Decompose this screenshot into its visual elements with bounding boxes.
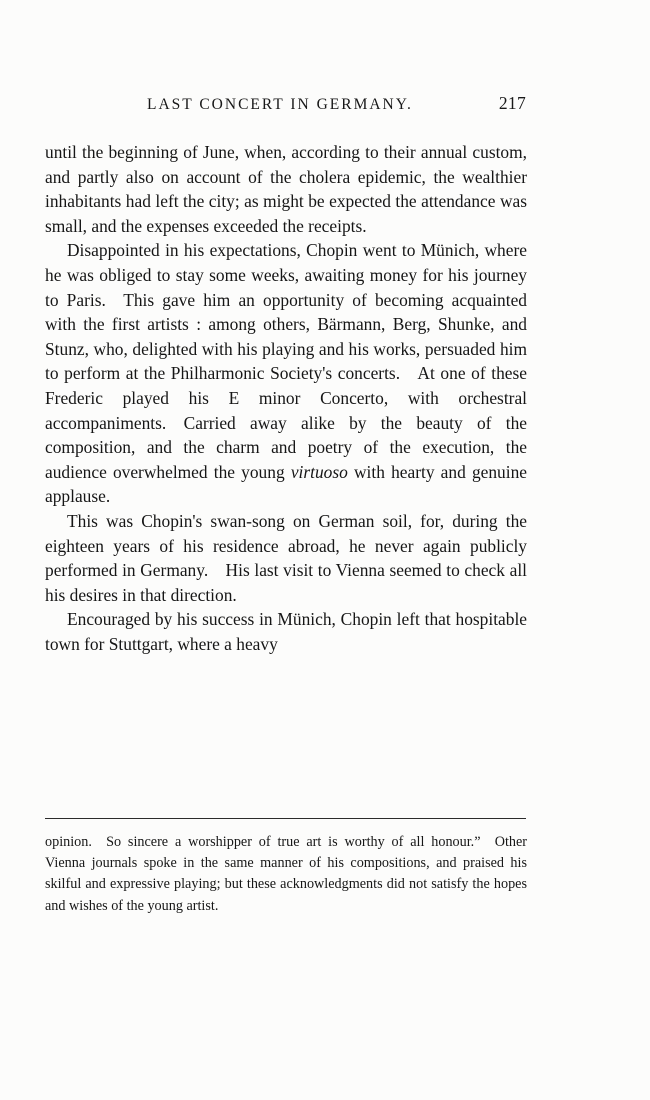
footnote-separator-rule (45, 818, 526, 819)
footnote (45, 832, 527, 917)
paragraph-text-tail: with hearty and genuine applause. (45, 461, 527, 507)
page-number: 217 (498, 93, 526, 113)
body-text (45, 140, 527, 656)
footnote-text: opinion. So sincere a worshipper of true art is worthy of all honour.” Other Vienna journals spoke in the same manner of his compositions, and praised his skilful and expressive playing; but these acknowledgments did not satisfy the hopes and wishes of the young artist. (45, 834, 527, 914)
virtuoso-italic: virtuoso (290, 461, 348, 482)
running-head-title: LAST CONCERT IN GERMANY. (147, 96, 413, 113)
running-head (45, 93, 526, 117)
paragraph-text: Disappointed in his expectations, Chopin went to Münich, where he was obliged to stay some weeks, awaiting money for his journey to Paris. This gave him an opportunity of becoming acquainted with the first artists : among others, Bärmann, Berg, Shunke, and Stunz, who, delighted with his playing and his works, persuaded him to perform at the Philharmonic Society's concerts. At one of these Frederic played his E minor Concerto, with orchestral accompaniments. Carried away alike by the beauty of the composition, and the charm and poetry of the execution, the audience overwhelmed the young (45, 240, 527, 482)
paragraph (45, 238, 527, 509)
paragraph: until the beginning of June, when, according to their annual custom, and partly also on account of the cholera epidemic, the wealthier inhabitants had left the city; as might be expected the attendance was small, and the expenses exceeded the receipts. (45, 142, 527, 236)
paragraph: This was Chopin's swan-song on German soil, for, during the eighteen years of his residence abroad, he never again publicly performed in Germany. His last visit to Vienna seemed to check all his desires in that direction. (45, 510, 527, 605)
paragraph: Encouraged by his success in Münich, Chopin left that hospitable town for Stuttgart, where a heavy (45, 609, 527, 654)
